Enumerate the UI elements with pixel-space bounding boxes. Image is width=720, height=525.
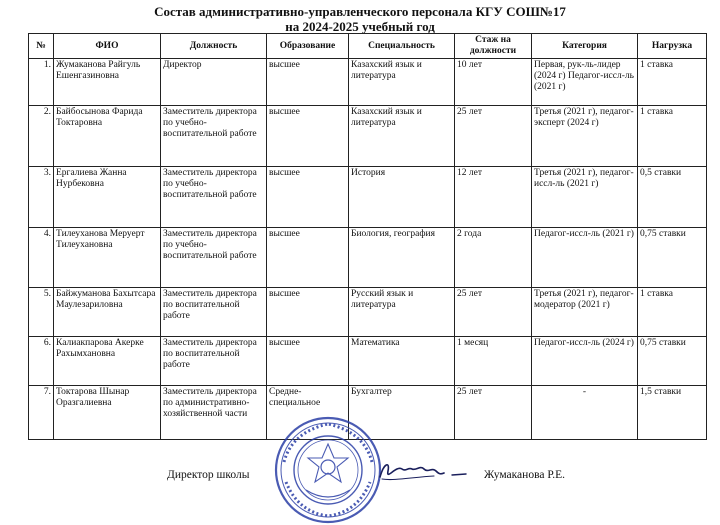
- row-category: Педагог-иссл-ль (2024 г): [532, 337, 638, 386]
- signature-row: [0, 466, 720, 506]
- row-specialty: История: [349, 167, 455, 228]
- row-fio: Жумаканова Райгуль Ешенгазиновна: [54, 59, 161, 106]
- row-fio: Калиакпарова Акерке Рахымхановна: [54, 337, 161, 386]
- row-specialty: Математика: [349, 337, 455, 386]
- row-specialty: Бухгалтер: [349, 386, 455, 440]
- document-title: Состав административно-управленческого персонала КГУ СОШ№17: [154, 4, 566, 19]
- table-row: [29, 288, 707, 337]
- header-category: Категория: [532, 34, 638, 59]
- row-specialty: Казахский язык и литература: [349, 106, 455, 167]
- row-category: Третья (2021 г), педагог-модератор (2021 г): [532, 288, 638, 337]
- row-category: Педагог-иссл-ль (2021 г): [532, 228, 638, 288]
- row-experience: 25 лет: [455, 386, 532, 440]
- signatory-name: Жумаканова Р.Е.: [484, 469, 566, 481]
- row-num: 4.: [29, 228, 54, 288]
- row-position: Директор: [161, 59, 267, 106]
- row-education: высшее: [267, 337, 349, 386]
- table-row: [29, 337, 707, 386]
- header-position: Должность: [161, 34, 267, 59]
- row-num: 3.: [29, 167, 54, 228]
- row-experience: 1 месяц: [455, 337, 532, 386]
- row-education: высшее: [267, 288, 349, 337]
- header-load: Нагрузка: [638, 34, 707, 59]
- table-row: [29, 106, 707, 167]
- row-fio: Токтарова Шынар Оразгалиевна: [54, 386, 161, 440]
- row-load: 1 ставка: [638, 59, 707, 106]
- row-position: Заместитель директора по учебно-воспитательной работе: [161, 228, 267, 288]
- row-education: высшее: [267, 106, 349, 167]
- table-row: [29, 59, 707, 106]
- row-position: Заместитель директора по учебно-воспитательной работе: [161, 106, 267, 167]
- row-load: 0,5 ставки: [638, 167, 707, 228]
- row-category: Третья (2021 г), педагог-эксперт (2024 г): [532, 106, 638, 167]
- row-load: 0,75 ставки: [638, 337, 707, 386]
- row-num: 6.: [29, 337, 54, 386]
- row-education: высшее: [267, 167, 349, 228]
- staff-table: [28, 33, 707, 440]
- document-subtitle: на 2024-2025 учебный год: [285, 19, 435, 34]
- row-fio: Ергалиева Жанна Нурбековна: [54, 167, 161, 228]
- row-education: высшее: [267, 228, 349, 288]
- header-education: Образование: [267, 34, 349, 59]
- row-position: Заместитель директора по воспитательной работе: [161, 337, 267, 386]
- row-num: 2.: [29, 106, 54, 167]
- row-experience: 25 лет: [455, 106, 532, 167]
- row-fio: Байжуманова Бахытсара Маулезариловна: [54, 288, 161, 337]
- row-experience: 12 лет: [455, 167, 532, 228]
- row-category: Первая, рук-ль-лидер (2024 г) Педагог-иссл-ль (2021 г): [532, 59, 638, 106]
- header-experience: Стаж на должности: [455, 34, 532, 59]
- header-num: №: [29, 34, 54, 59]
- row-experience: 2 года: [455, 228, 532, 288]
- row-experience: 25 лет: [455, 288, 532, 337]
- row-experience: 10 лет: [455, 59, 532, 106]
- row-load: 1 ставка: [638, 106, 707, 167]
- row-education: высшее: [267, 59, 349, 106]
- row-specialty: Русский язык и литература: [349, 288, 455, 337]
- row-category: -: [532, 386, 638, 440]
- row-specialty: Казахский язык и литература: [349, 59, 455, 106]
- row-education: Средне-специальное: [267, 386, 349, 440]
- row-num: 7.: [29, 386, 54, 440]
- row-load: 1,5 ставки: [638, 386, 707, 440]
- table-header-row: [29, 34, 707, 59]
- signatory-title: Директор школы: [167, 469, 250, 481]
- table-row: [29, 228, 707, 288]
- handwritten-signature: [374, 455, 470, 487]
- row-load: 1 ставка: [638, 288, 707, 337]
- row-fio: Байбосынова Фарида Токтаровна: [54, 106, 161, 167]
- table-row: [29, 167, 707, 228]
- row-position: Заместитель директора по административно-хозяйственной части: [161, 386, 267, 440]
- header-specialty: Специальность: [349, 34, 455, 59]
- row-num: 5.: [29, 288, 54, 337]
- row-position: Заместитель директора по воспитательной работе: [161, 288, 267, 337]
- row-load: 0,75 ставки: [638, 228, 707, 288]
- header-fio: ФИО: [54, 34, 161, 59]
- row-position: Заместитель директора по учебно-воспитательной работе: [161, 167, 267, 228]
- row-num: 1.: [29, 59, 54, 106]
- row-category: Третья (2021 г), педагог-иссл-ль (2021 г): [532, 167, 638, 228]
- row-fio: Тилеуханова Меруерт Тилеухановна: [54, 228, 161, 288]
- row-specialty: Биология, география: [349, 228, 455, 288]
